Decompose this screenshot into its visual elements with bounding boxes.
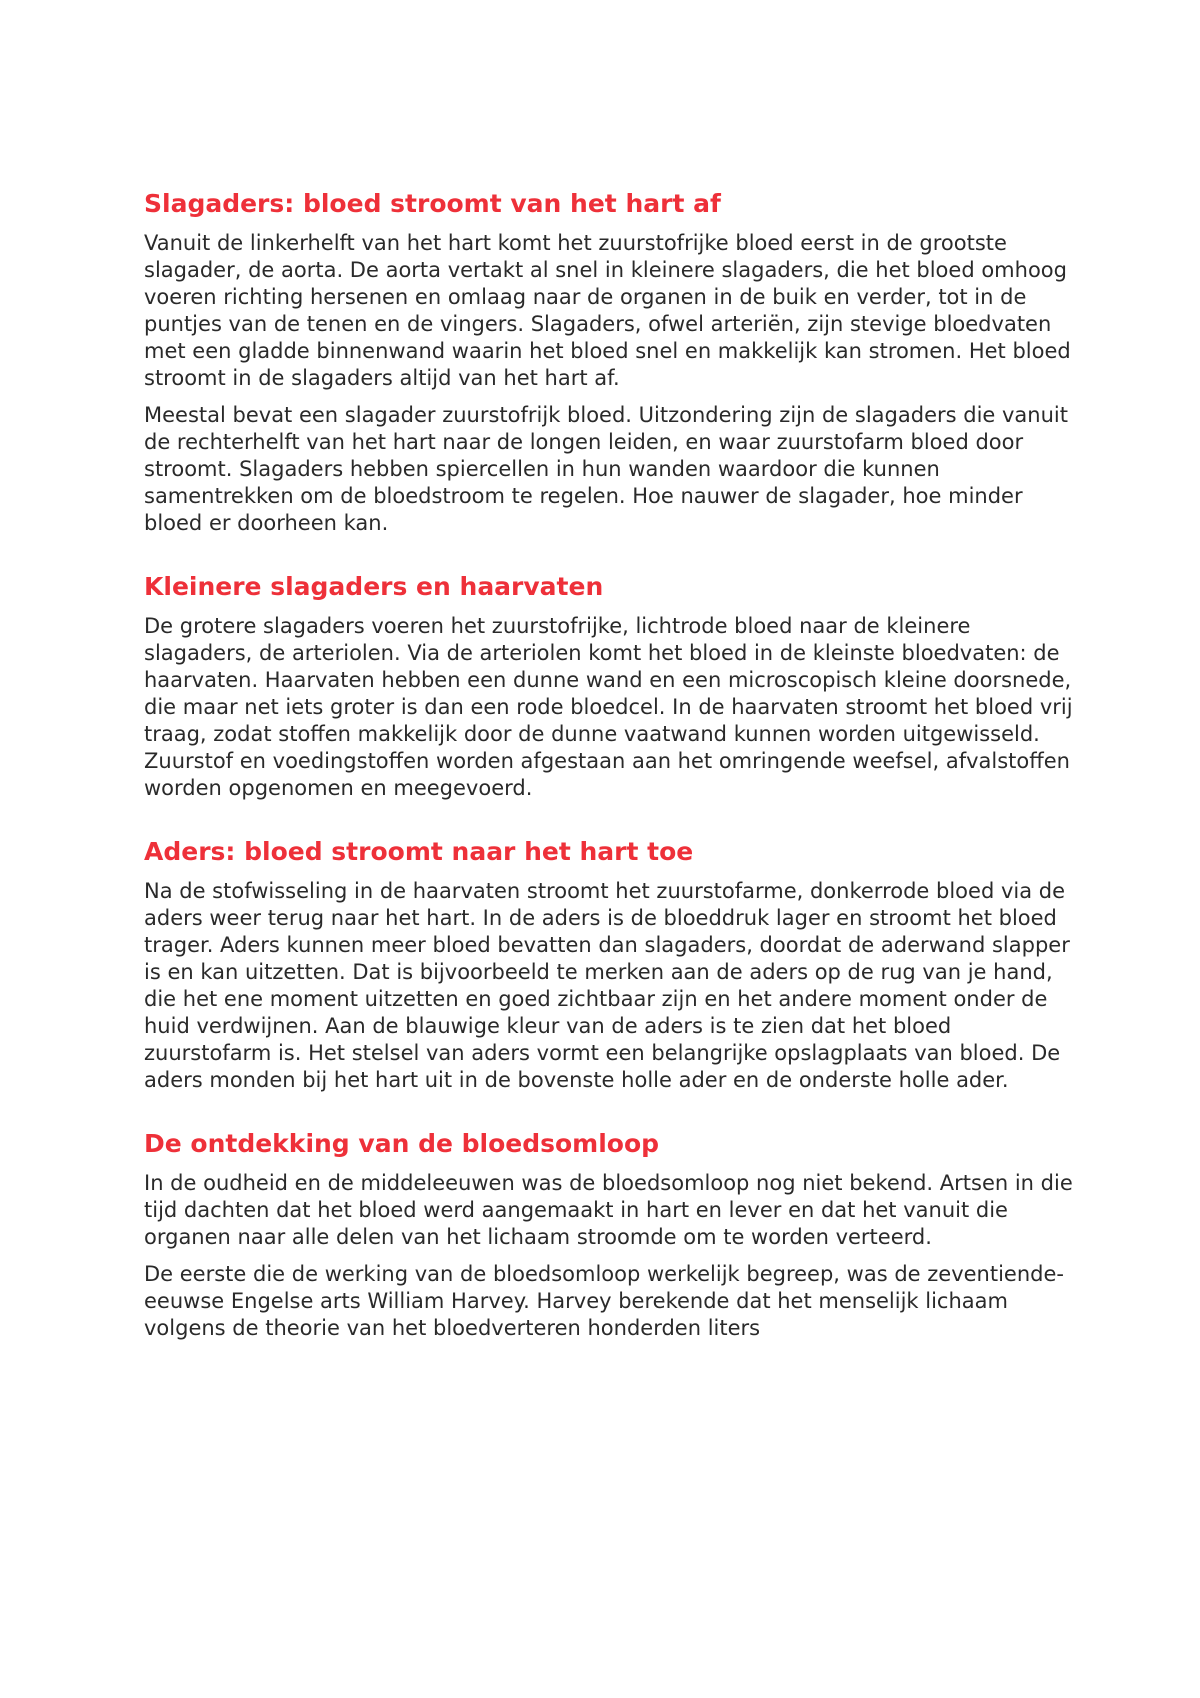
paragraph: Meestal bevat een slagader zuurstofrijk bloed. Uitzondering zijn de slagaders die vanuit de rechterhelft van het hart naar de longen leiden, en waar zuurstofarm bloed door stroomt. Slagaders hebben spiercellen in hun wanden waardoor die kunnen samentrekken om de bloedstroom te regelen. Hoe nauwer de slagader, hoe minder bloed er doorheen kan. <box>144 403 1068 535</box>
section-heading: Kleinere slagaders en haarvaten <box>144 572 604 601</box>
section-heading: Aders: bloed stroomt naar het hart toe <box>144 837 694 866</box>
paragraph: De grotere slagaders voeren het zuurstofrijke, lichtrode bloed naar de kleinere slagaders, de arteriolen. Via de arteriolen komt het bloed in de kleinste bloedvaten: de haarvaten. Haarvaten hebben een dunne wand en een microscopisch kleine doorsnede, die maar net iets groter is dan een rode bloedcel. In de haarvaten stroomt het bloed vrij traag, zodat stoffen makkelijk door de dunne vaatwand kunnen worden uitgewisseld. Zuurstof en voedingstoffen worden afgestaan aan het omringende weefsel, afvalstoffen worden opgenomen en meegevoerd. <box>144 614 1073 800</box>
section-heading: Slagaders: bloed stroomt van het hart af <box>144 189 721 218</box>
paragraph: De eerste die de werking van de bloedsomloop werkelijk begreep, was de zeventiende-eeuwse Engelse arts William Harvey. Harvey berekende dat het menselijk lichaam volgens de theorie van het bloedverteren honderden liters <box>144 1262 1064 1340</box>
paragraph: Vanuit de linkerhelft van het hart komt het zuurstofrijke bloed eerst in de grootste slagader, de aorta. De aorta vertakt al snel in kleinere slagaders, die het bloed omhoog voeren richting hersenen en omlaag naar de organen in de buik en verder, tot in de puntjes van de tenen en de vingers. Slagaders, ofwel arteriën, zijn stevige bloedvaten met een gladde binnenwand waarin het bloed snel en makkelijk kan stromen. Het bloed stroomt in de slagaders altijd van het hart af. <box>144 231 1071 390</box>
paragraph: Na de stofwisseling in de haarvaten stroomt het zuurstofarme, donkerrode bloed via de aders weer terug naar het hart. In de aders is de bloeddruk lager en stroomt het bloed trager. Aders kunnen meer bloed bevatten dan slagaders, doordat de aderwand slapper is en kan uitzetten. Dat is bijvoorbeeld te merken aan de aders op de rug van je hand, die het ene moment uitzetten en goed zichtbaar zijn en het andere moment onder de huid verdwijnen. Aan de blauwige kleur van de aders is te zien dat het bloed zuurstofarm is. Het stelsel van aders vormt een belangrijke opslagplaats van bloed. De aders monden bij het hart uit in de bovenste holle ader en de onderste holle ader. <box>144 879 1070 1092</box>
section-kleinere-slagaders <box>144 569 1074 802</box>
paragraph: In de oudheid en de middeleeuwen was de bloedsomloop nog niet bekend. Artsen in die tijd dachten dat het bloed werd aangemaakt in hart en lever en dat het vanuit die organen naar alle delen van het lichaam stroomde om te worden verteerd. <box>144 1171 1073 1249</box>
section-aders <box>144 834 1074 1094</box>
section-slagaders <box>144 186 1074 537</box>
section-heading: De ontdekking van de bloedsomloop <box>144 1129 660 1158</box>
section-ontdekking <box>144 1126 1074 1342</box>
document-page <box>144 186 1074 1374</box>
